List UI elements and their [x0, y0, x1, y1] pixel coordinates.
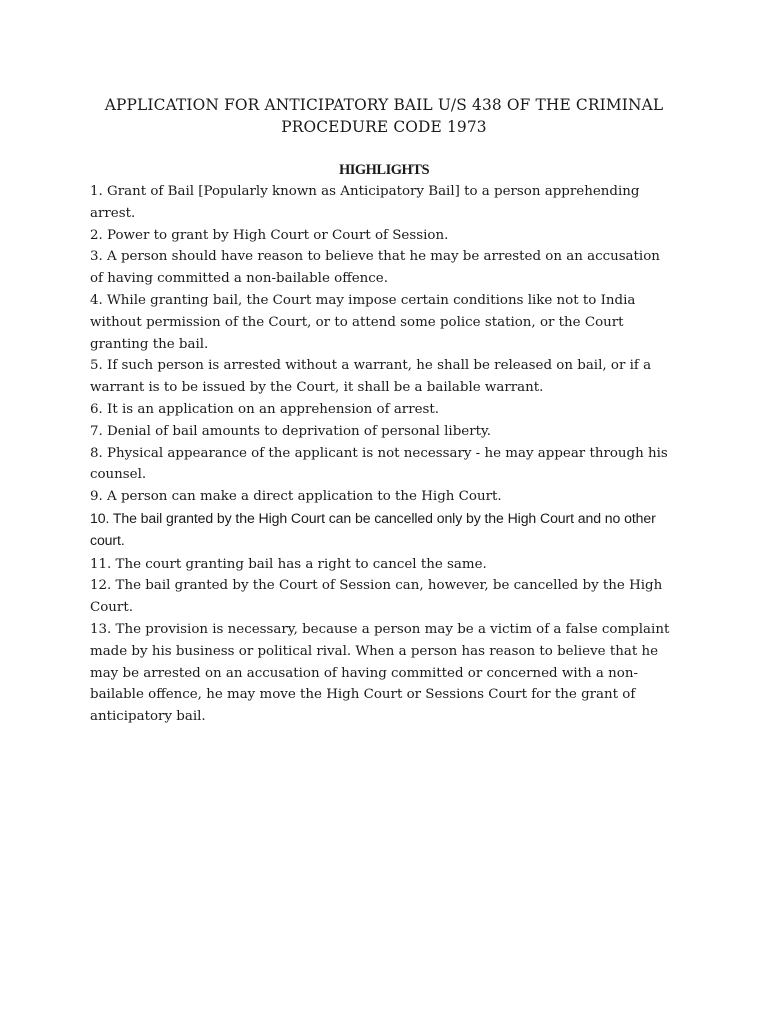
highlight-item-13: 13. The provision is necessary, because a person may be a victim of a false complaint made by his business or political rival. When a person has reason to believe that he may be arrested on an accusation of having committed or concerned with a non-bailable offence, he may move the High Court or Sessions Court for the grant of anticipatory bail.: [90, 621, 670, 725]
highlight-item-5: 5. If such person is arrested without a warrant, he shall be released on bail, or if a warrant is to be issued by the Court, it shall be a bailable warrant.: [90, 358, 652, 396]
highlight-item-9: 9. A person can make a direct application to the High Court.: [90, 489, 502, 505]
highlight-item-4: 4. While granting bail, the Court may impose certain conditions like not to India without permission of the Court, or to attend some police station, or the Court granting the bail.: [90, 292, 636, 352]
highlights-list: [90, 181, 674, 728]
highlight-item-11: 11. The court granting bail has a right to cancel the same.: [90, 556, 487, 572]
highlight-item-7: 7. Denial of bail amounts to deprivation of personal liberty.: [90, 423, 492, 439]
highlight-item-3: 3. A person should have reason to believe that he may be arrested on an accusation of having committed a non-bailable offence.: [90, 249, 660, 287]
document-title: APPLICATION FOR ANTICIPATORY BAIL U/S 438 OF THE CRIMINAL PROCEDURE CODE 1973: [104, 96, 664, 136]
highlight-item-6: 6. It is an application on an apprehension of arrest.: [90, 401, 440, 417]
highlight-item-10: 10. The bail granted by the High Court can be cancelled only by the High Court and no other court.: [90, 509, 656, 548]
highlight-item-8: 8. Physical appearance of the applicant is not necessary - he may appear through his counsel.: [90, 445, 668, 483]
highlight-item-1: 1. Grant of Bail [Popularly known as Anticipatory Bail] to a person apprehending arrest.: [90, 184, 640, 221]
highlight-item-12: 12. The bail granted by the Court of Session can, however, be cancelled by the High Court.: [90, 578, 663, 616]
highlights-heading: HIGHLIGHTS: [338, 162, 430, 178]
highlight-item-2: 2. Power to grant by High Court or Court of Session.: [90, 227, 449, 243]
